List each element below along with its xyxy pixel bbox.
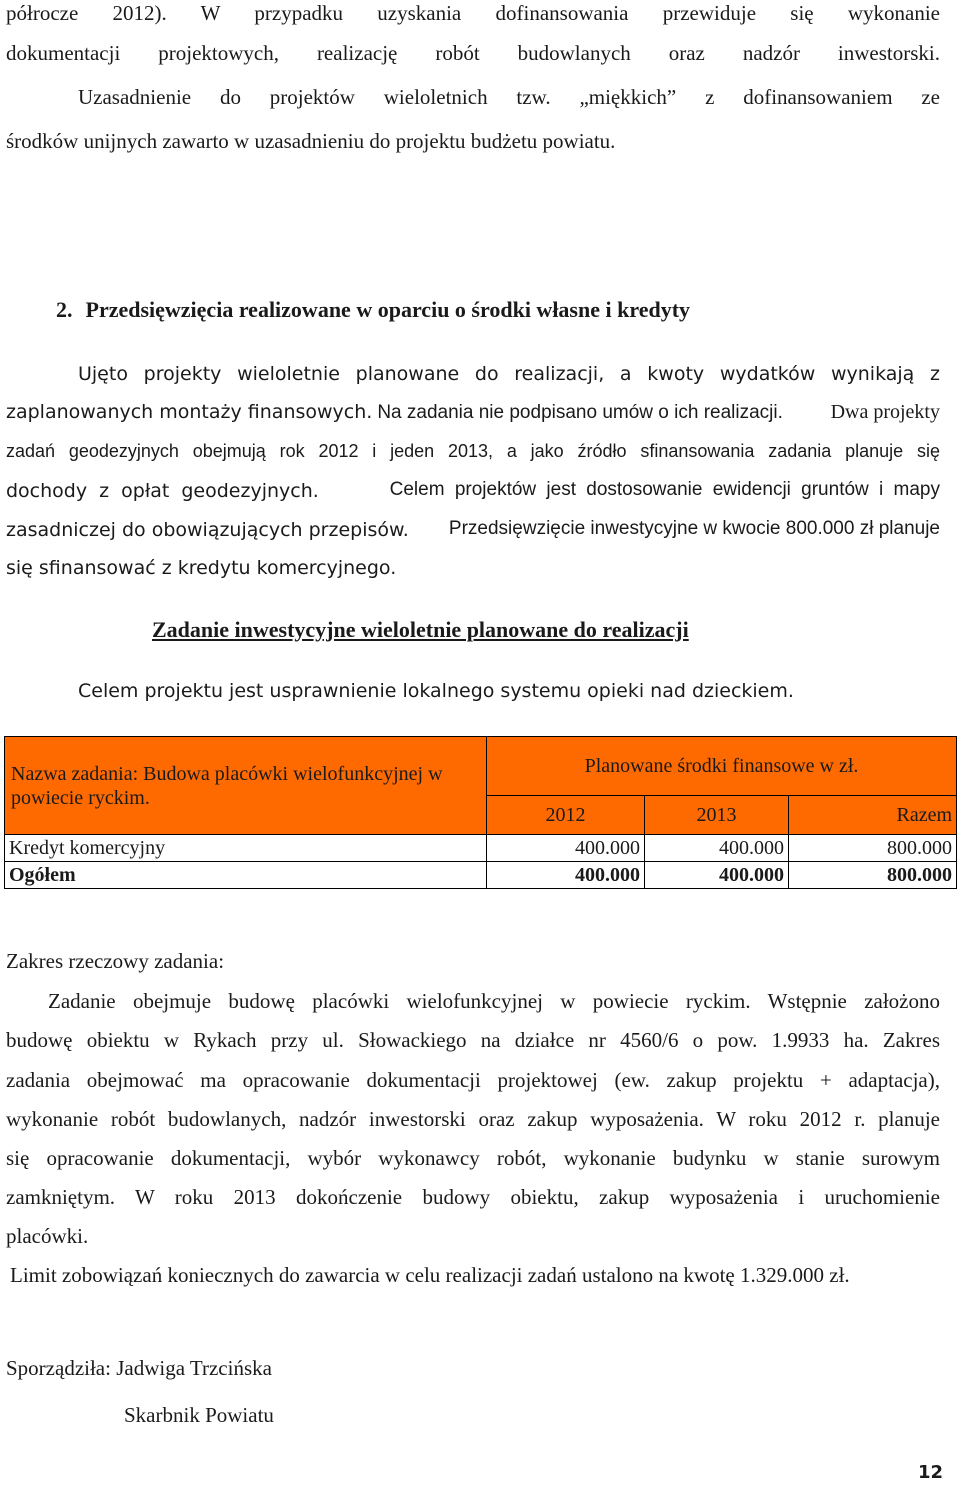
table-row <box>5 862 957 889</box>
row-value-total: 800.000 <box>789 862 957 889</box>
row-label: Ogółem <box>5 862 487 889</box>
intro-line-2: dokumentacji projektowych, realizację robót budowlanych oraz nadzór inwestorski. <box>6 41 940 65</box>
task-title: Zadanie inwestycyjne wieloletnie planowane do realizacji <box>152 617 689 642</box>
scope-label: Zakres rzeczowy zadania: <box>6 949 225 973</box>
commitment-limit: Limit zobowiązań koniecznych do zawarcia w celu realizacji zadań ustalono na kwotę 1.329.000 zł. <box>10 1263 850 1287</box>
table-row <box>5 835 957 862</box>
signer-role: Skarbnik Powiatu <box>124 1403 274 1427</box>
row-value-2013: 400.000 <box>645 862 789 889</box>
scope-line-1: Zadanie obejmuje budowę placówki wielofunkcyjnej w powiecie ryckim. Wstępnie założono <box>48 989 940 1013</box>
scope-line-2: budowę obiektu w Rykach przy ul. Słowackiego na działce nr 4560/6 o pow. 1.9933 ha. Zakres <box>6 1028 940 1052</box>
section-2-text-f: zasadniczej do obowiązujących przepisów. <box>6 519 409 541</box>
row-value-2012: 400.000 <box>487 862 645 889</box>
section-2-heading <box>56 297 690 323</box>
section-number: 2. <box>56 297 73 322</box>
page-number: 12 <box>918 1462 944 1483</box>
intro-line-3: Uzasadnienie do projektów wieloletnich tzw. „miękkich” z dofinansowaniem ze <box>78 85 940 109</box>
scope-line-4: wykonanie robót budowlanych, nadzór inwestorski oraz zakup wyposażenia. W roku 2012 r. planuje <box>6 1107 940 1131</box>
year-2012-header: 2012 <box>487 796 645 835</box>
scope-line-6: zamkniętym. W roku 2013 dokończenie budowy obiektu, zakup wyposażenia i uruchomienie <box>6 1185 940 1209</box>
section-2-text-g: Przedsięwzięcie inwestycyjne w kwocie 800.000 zł planuje <box>448 518 940 539</box>
section-2-text-b: Na zadania nie podpisano umów o ich realizacji. <box>377 402 783 423</box>
section-2-text-c: Dwa projekty <box>830 401 940 423</box>
row-label: Kredyt komercyjny <box>5 835 487 862</box>
scope-line-3: zadania obejmować ma opracowanie dokumentacji projektowej (ew. zakup projektu + adaptacja), <box>6 1068 940 1092</box>
section-title: Przedsięwzięcia realizowane w oparciu o środki własne i kredyty <box>85 297 691 322</box>
section-2-line-2 <box>6 399 940 426</box>
financing-table <box>4 736 957 889</box>
task-goal: Celem projektu jest usprawnienie lokalnego systemu opieki nad dzieckiem. <box>78 680 794 702</box>
scope-line-7: placówki. <box>6 1224 89 1248</box>
section-2-line-6: się sfinansować z kredytu komercyjnego. <box>6 557 397 579</box>
row-value-2013: 400.000 <box>645 835 789 862</box>
section-2-text-e: Celem projektów jest dostosowanie ewidencji gruntów i mapy <box>389 479 940 500</box>
scope-line-5: się opracowanie dokumentacji, wybór wykonawcy robót, wykonanie budynku w stanie surowym <box>6 1146 940 1170</box>
planned-funds-header: Planowane środki finansowe w zł. <box>487 737 957 796</box>
total-header: Razem <box>789 796 957 835</box>
row-value-2012: 400.000 <box>487 835 645 862</box>
section-2-line-3: zadań geodezyjnych obejmują rok 2012 i jeden 2013, a jako źródło sfinansowania zadania planuje się <box>6 441 940 461</box>
year-2013-header: 2013 <box>645 796 789 835</box>
section-2-text-d: dochody z opłat geodezyjnych. <box>6 480 319 502</box>
intro-line-1: półrocze 2012). W przypadku uzyskania dofinansowania przewiduje się wykonanie <box>6 1 940 25</box>
task-name-cell: Nazwa zadania: Budowa placówki wielofunkcyjnej w powiecie ryckim. <box>5 737 487 835</box>
intro-line-4: środków unijnych zawarto w uzasadnieniu do projektu budżetu powiatu. <box>6 129 616 153</box>
section-2-line-1: Ujęto projekty wieloletnie planowane do realizacji, a kwoty wydatków wynikają z <box>78 363 940 385</box>
section-2-text-a: zaplanowanych montaży finansowych. <box>6 401 373 423</box>
section-2-line-5 <box>6 516 940 543</box>
row-value-total: 800.000 <box>789 835 957 862</box>
section-2-line-4 <box>6 477 940 504</box>
prepared-by: Sporządziła: Jadwiga Trzcińska <box>6 1356 272 1380</box>
